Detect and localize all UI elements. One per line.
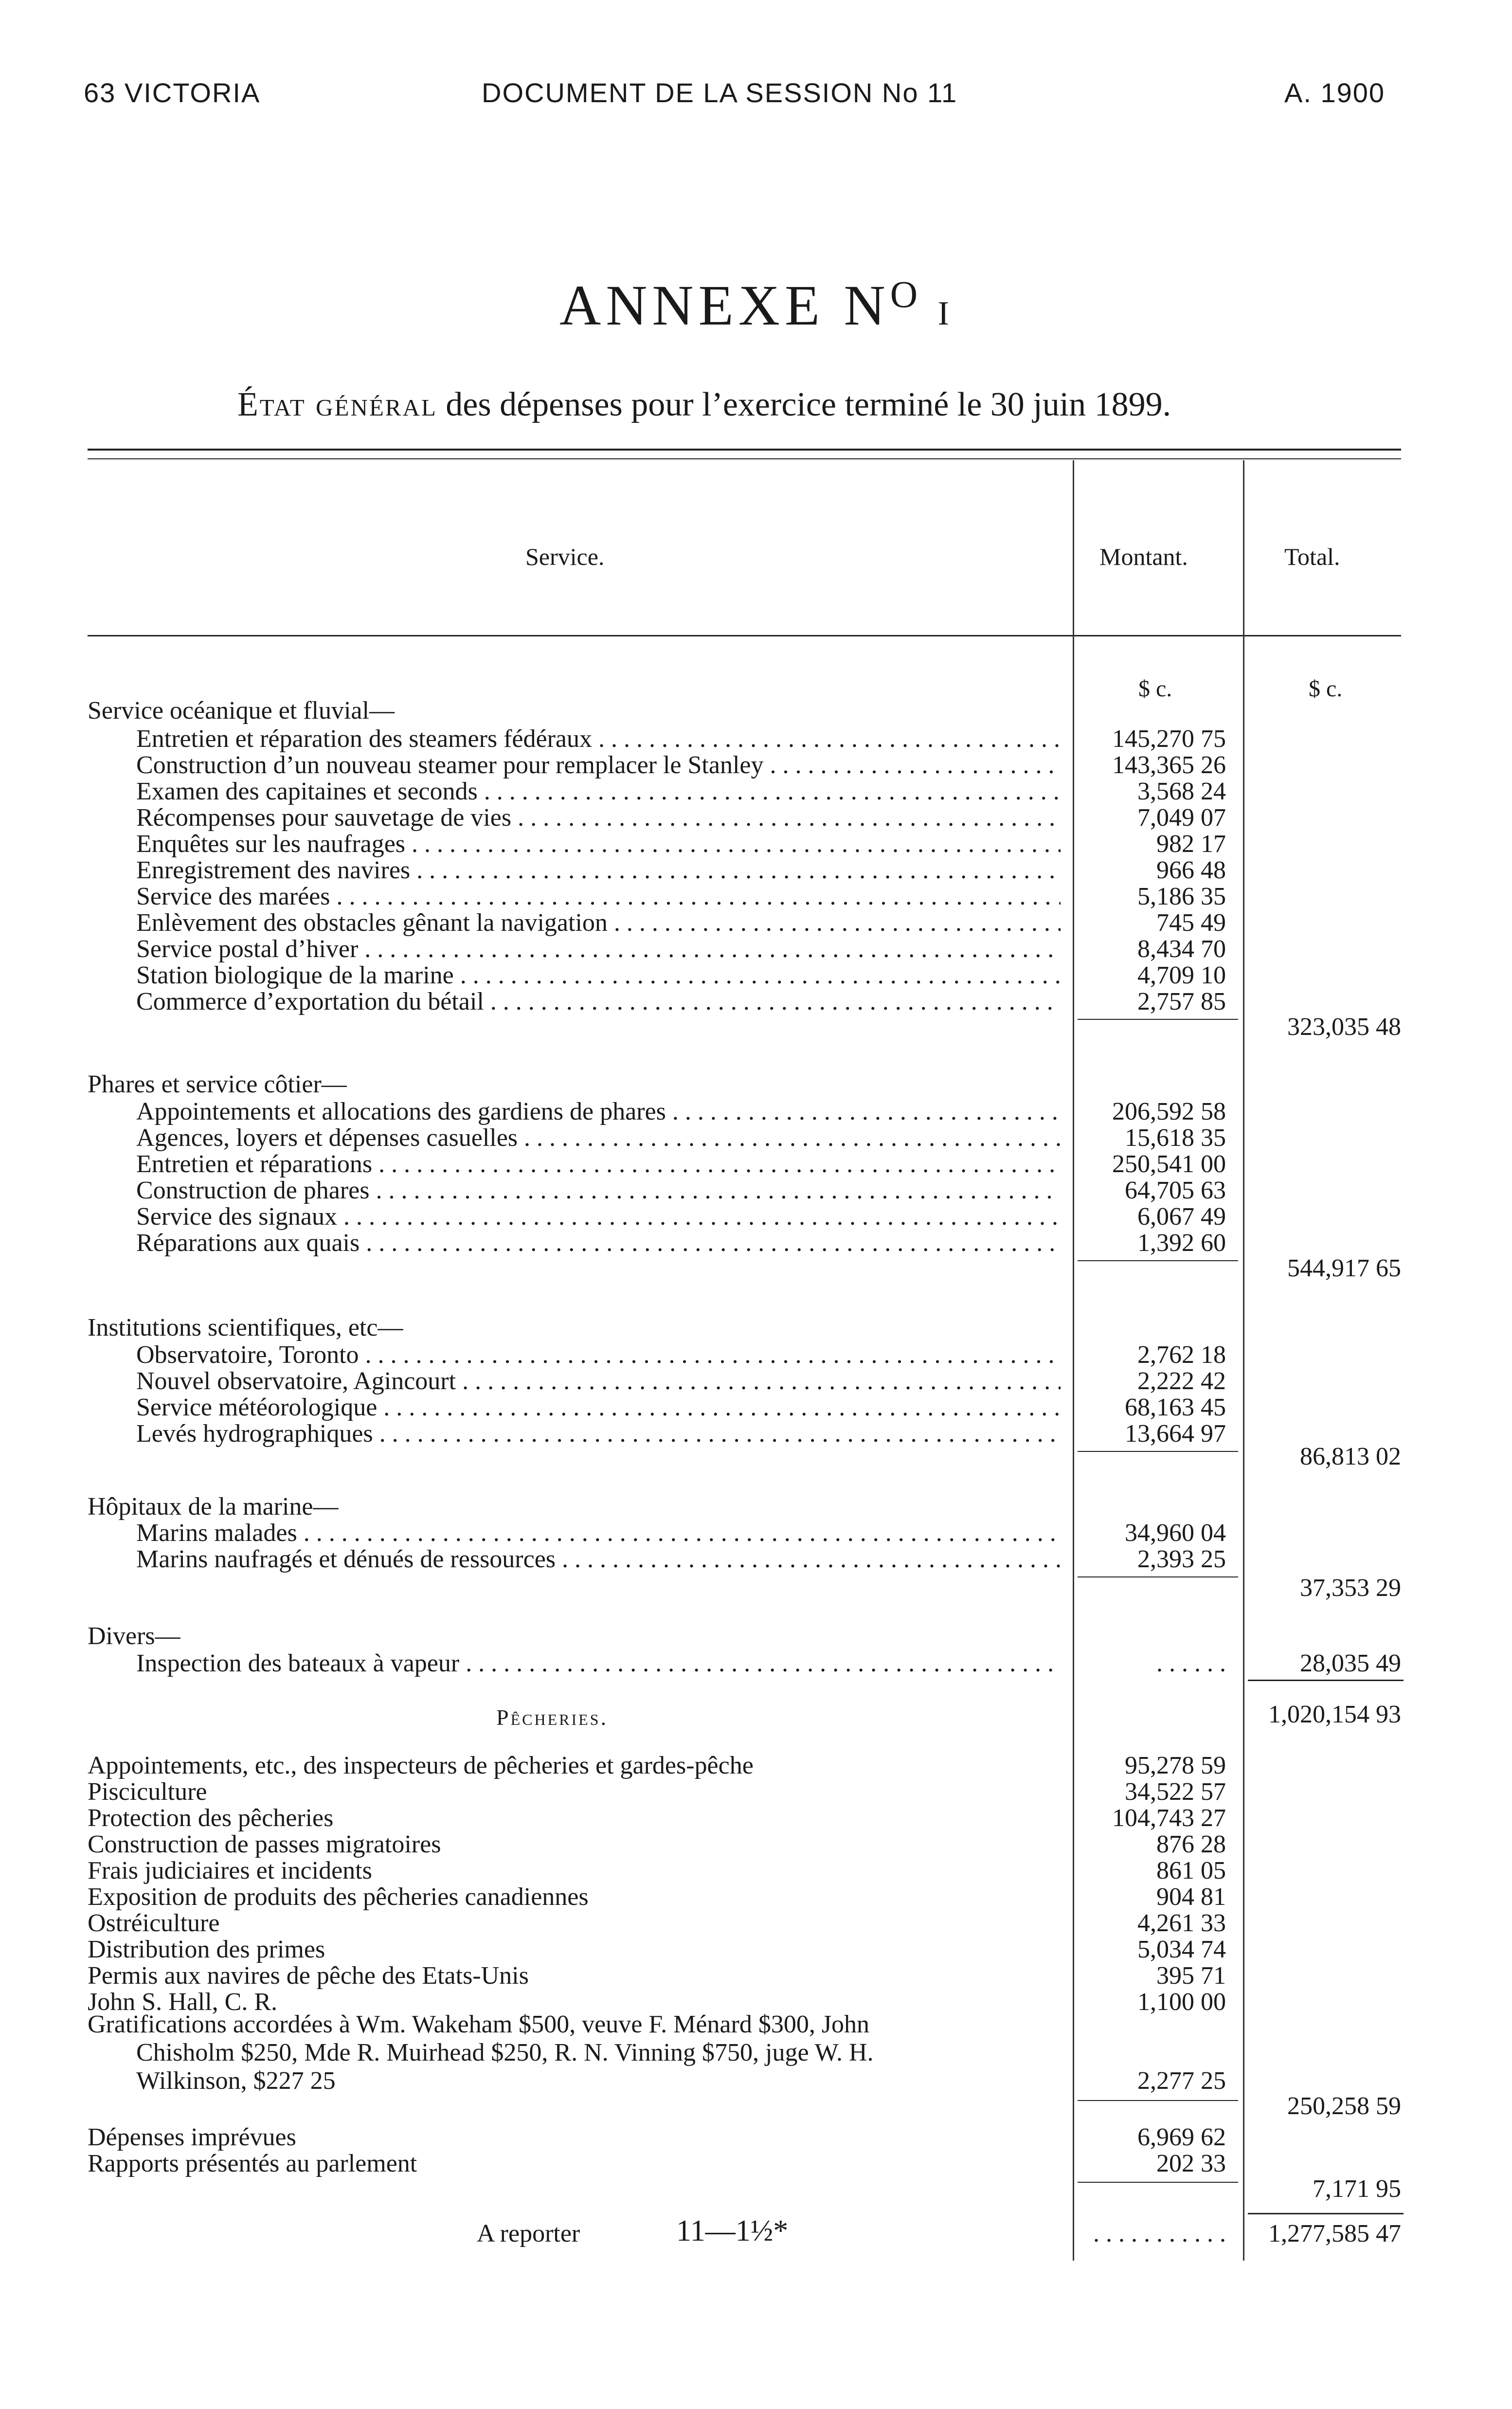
gratification-line-1: Gratifications accordées à Wm. Wakeham $500, veuve F. Ménard $300, John xyxy=(88,2011,870,2038)
table-row xyxy=(0,1962,1512,1990)
section-total: 86,813 02 xyxy=(1300,1443,1401,1470)
row-amount: 904 81 xyxy=(1156,1883,1226,1911)
reporter-total: 1,277,585 47 xyxy=(1268,2220,1401,2247)
section-total-row xyxy=(0,1013,1512,1041)
row-amount: 5,186 35 xyxy=(1137,883,1226,910)
row-amount: 2,222 42 xyxy=(1137,1367,1226,1395)
table-row xyxy=(0,1150,1512,1178)
section-heading-hopitaux: Hôpitaux de la marine— xyxy=(88,1493,339,1521)
row-label: Ostréiculture xyxy=(88,1909,220,1937)
table-row xyxy=(0,1519,1512,1547)
subtitle-rest: des dépenses pour l’exercice terminé le 30 juin 1899. xyxy=(437,386,1171,423)
table-row xyxy=(0,2150,1512,2178)
row-label: Entretien et réparation des steamers fédéraux . . . xyxy=(136,725,1061,753)
row-amount: 13,664 97 xyxy=(1125,1420,1226,1448)
row-label: Service des marées . . . xyxy=(136,883,1061,911)
section-total: 37,353 29 xyxy=(1300,1574,1401,1602)
section-total-row xyxy=(0,2092,1512,2120)
row-label: Levés hydrographiques . . . xyxy=(136,1420,1061,1448)
row-label: Entretien et réparations . . . xyxy=(136,1150,1061,1178)
table-row xyxy=(0,1545,1512,1574)
row-label: Récompenses pour sauvetage de vies . . . xyxy=(136,804,1061,832)
row-label: Marins malades . . . xyxy=(136,1519,1061,1547)
row-label: Commerce d’exportation du bétail . . . xyxy=(136,988,1061,1016)
row-amount: 143,365 26 xyxy=(1112,751,1226,779)
section-total-row xyxy=(0,2175,1512,2203)
table-row xyxy=(0,751,1512,779)
row-amount: 95,278 59 xyxy=(1125,1752,1226,1779)
section-total: 250,258 59 xyxy=(1287,2092,1401,2120)
table-top-rule-2 xyxy=(88,458,1401,459)
row-amount: 1,392 60 xyxy=(1137,1229,1226,1257)
row-label: Construction d’un nouveau steamer pour remplacer le Stanley . . . xyxy=(136,751,1061,779)
header-center: DOCUMENT DE LA SESSION No 11 xyxy=(482,77,958,108)
row-label: John S. Hall, C. R. xyxy=(88,1988,278,2016)
section-heading-phares: Phares et service côtier— xyxy=(88,1070,347,1098)
table-row xyxy=(0,1098,1512,1126)
table-row xyxy=(0,804,1512,832)
row-amount: 7,049 07 xyxy=(1137,804,1226,832)
grand-subtotal: 1,020,154 93 xyxy=(1268,1701,1401,1728)
row-amount: 145,270 75 xyxy=(1112,725,1226,753)
row-amount: 2,393 25 xyxy=(1137,1545,1226,1573)
row-amount: 861 05 xyxy=(1156,1857,1226,1884)
row-label: Service postal d’hiver . . . xyxy=(136,935,1061,963)
row-amount: 6,067 49 xyxy=(1137,1203,1226,1231)
row-amount: 966 48 xyxy=(1156,856,1226,884)
row-amount: 8,434 70 xyxy=(1137,935,1226,963)
row-amount: 4,709 10 xyxy=(1137,961,1226,989)
header-bottom-rule xyxy=(88,635,1401,636)
gratification-amount-row xyxy=(0,2067,1512,2095)
section-heading-institutions: Institutions scientifiques, etc— xyxy=(88,1314,403,1341)
table-row xyxy=(0,1649,1512,1678)
section-heading-pecheries: Pêcheries. xyxy=(496,1705,608,1730)
row-amount: 982 17 xyxy=(1156,830,1226,858)
total-rule xyxy=(1248,1680,1404,1681)
row-label: Enlèvement des obstacles gênant la navigation . . . xyxy=(136,909,1061,937)
row-amount: 64,705 63 xyxy=(1125,1177,1226,1204)
table-row xyxy=(0,856,1512,885)
row-label: Protection des pêcheries xyxy=(88,1804,334,1832)
page-title xyxy=(559,272,954,339)
row-amount: 745 49 xyxy=(1156,909,1226,937)
row-amount: 34,960 04 xyxy=(1125,1519,1226,1547)
row-amount: 2,277 25 xyxy=(1137,2067,1226,2095)
row-amount: 2,757 85 xyxy=(1137,988,1226,1015)
subtitle xyxy=(237,385,1171,424)
row-amount: 104,743 27 xyxy=(1112,1804,1226,1832)
title-num: I xyxy=(937,295,954,332)
table-top-rule xyxy=(88,449,1401,451)
row-label: Construction de phares . . . xyxy=(136,1177,1061,1205)
table-row xyxy=(0,830,1512,858)
row-amount: 202 33 xyxy=(1156,2150,1226,2177)
table-row xyxy=(0,909,1512,937)
row-label: Observatoire, Toronto . . . xyxy=(136,1341,1061,1369)
reporter-rule xyxy=(1248,2213,1404,2214)
table-row xyxy=(0,1124,1512,1152)
section-total-row xyxy=(0,1443,1512,1471)
row-label: Enquêtes sur les naufrages . . . xyxy=(136,830,1061,858)
row-amount: 6,969 62 xyxy=(1137,2123,1226,2151)
table-row xyxy=(0,988,1512,1016)
row-label: Rapports présentés au parlement xyxy=(88,2150,417,2177)
row-label: Marins naufragés et dénués de ressources . . . xyxy=(136,1545,1061,1574)
header-right: A. 1900 xyxy=(1284,77,1386,108)
table-row xyxy=(0,1341,1512,1369)
table-row xyxy=(0,1177,1512,1205)
row-label: Station biologique de la marine . . . xyxy=(136,961,1061,990)
row-amount: 3,568 24 xyxy=(1137,778,1226,805)
row-label: Distribution des primes xyxy=(88,1936,325,1963)
row-amount: 395 71 xyxy=(1156,1962,1226,1990)
subtotal-row xyxy=(0,1701,1512,1729)
section-total: 7,171 95 xyxy=(1313,2175,1401,2203)
table-row xyxy=(0,1203,1512,1231)
row-amount: 5,034 74 xyxy=(1137,1936,1226,1963)
table-row xyxy=(0,1857,1512,1885)
table-row xyxy=(0,883,1512,911)
row-label: Examen des capitaines et seconds . . . xyxy=(136,778,1061,806)
row-amount: 250,541 00 xyxy=(1112,1150,1226,1178)
page-signature: 11—1½* xyxy=(676,2214,789,2247)
currency-label-montant: $ c. xyxy=(1138,676,1172,702)
table-row xyxy=(0,1367,1512,1395)
table-row xyxy=(0,2123,1512,2152)
row-amount: . . . . . . xyxy=(1156,1649,1226,1677)
section-total: 544,917 65 xyxy=(1287,1254,1401,1282)
row-label: Appointements et allocations des gardiens de phares . . . xyxy=(136,1098,1061,1126)
row-label: Exposition de produits des pêcheries canadiennes xyxy=(88,1883,589,1911)
row-label: Agences, loyers et dépenses casuelles . . . xyxy=(136,1124,1061,1152)
table-row xyxy=(0,935,1512,963)
section-total-row xyxy=(0,1574,1512,1602)
table-row xyxy=(0,1229,1512,1257)
table-row xyxy=(0,1752,1512,1780)
subtitle-caps: État général xyxy=(237,386,437,423)
title-main: ANNEXE N xyxy=(559,273,890,337)
title-sup: O xyxy=(890,273,919,315)
table-row xyxy=(0,1909,1512,1938)
row-amount: 2,762 18 xyxy=(1137,1341,1226,1369)
section-total: 323,035 48 xyxy=(1287,1013,1401,1041)
row-label: Nouvel observatoire, Agincourt . . . xyxy=(136,1367,1061,1395)
row-amount: 1,100 00 xyxy=(1137,1988,1226,2016)
table-row xyxy=(0,725,1512,753)
currency-label-total: $ c. xyxy=(1309,676,1343,702)
table-row xyxy=(0,1936,1512,1964)
table-row xyxy=(0,1883,1512,1911)
row-label: Permis aux navires de pêche des Etats-Unis xyxy=(88,1962,529,1990)
row-label: Dépenses imprévues xyxy=(88,2123,296,2151)
section-heading-divers: Divers— xyxy=(88,1622,180,1650)
row-label: Frais judiciaires et incidents xyxy=(88,1857,372,1884)
table-row xyxy=(0,1394,1512,1422)
row-amount: 4,261 33 xyxy=(1137,1909,1226,1937)
header-left: 63 VICTORIA xyxy=(84,77,261,108)
column-header-total: Total. xyxy=(1284,543,1340,570)
section-heading-oceanique: Service océanique et fluvial— xyxy=(88,697,395,725)
row-label: Pisciculture xyxy=(88,1778,207,1806)
section-total: 28,035 49 xyxy=(1300,1649,1401,1677)
table-row xyxy=(0,1830,1512,1859)
row-label: Appointements, etc., des inspecteurs de pêcheries et gardes-pêche xyxy=(88,1752,754,1779)
row-label: Construction de passes migratoires xyxy=(88,1830,441,1858)
gratification-line-2: Chisholm $250, Mde R. Muirhead $250, R. N. Vinning $750, juge W. H. xyxy=(136,2039,874,2066)
reporter-label: A reporter xyxy=(477,2220,580,2247)
gratification-line-3: Wilkinson, $227 25 xyxy=(136,2067,336,2095)
column-header-montant: Montant. xyxy=(1099,543,1188,570)
row-label: Inspection des bateaux à vapeur . . . xyxy=(136,1649,1061,1678)
row-amount: 206,592 58 xyxy=(1112,1098,1226,1125)
row-label: Service météorologique . . . xyxy=(136,1394,1061,1422)
row-label: Enregistrement des navires . . . xyxy=(136,856,1061,885)
row-amount: 68,163 45 xyxy=(1125,1394,1226,1421)
table-row xyxy=(0,1804,1512,1832)
reporter-amount: . . . . . . . . . . . xyxy=(1093,2220,1226,2247)
column-header-service: Service. xyxy=(525,543,605,570)
table-row xyxy=(0,961,1512,990)
row-amount: 876 28 xyxy=(1156,1830,1226,1858)
row-label: Service des signaux . . . xyxy=(136,1203,1061,1231)
row-label: Réparations aux quais . . . xyxy=(136,1229,1061,1257)
row-amount: 15,618 35 xyxy=(1125,1124,1226,1152)
table-row xyxy=(0,778,1512,806)
row-amount: 34,522 57 xyxy=(1125,1778,1226,1806)
table-row xyxy=(0,1778,1512,1806)
section-total-row xyxy=(0,1254,1512,1283)
